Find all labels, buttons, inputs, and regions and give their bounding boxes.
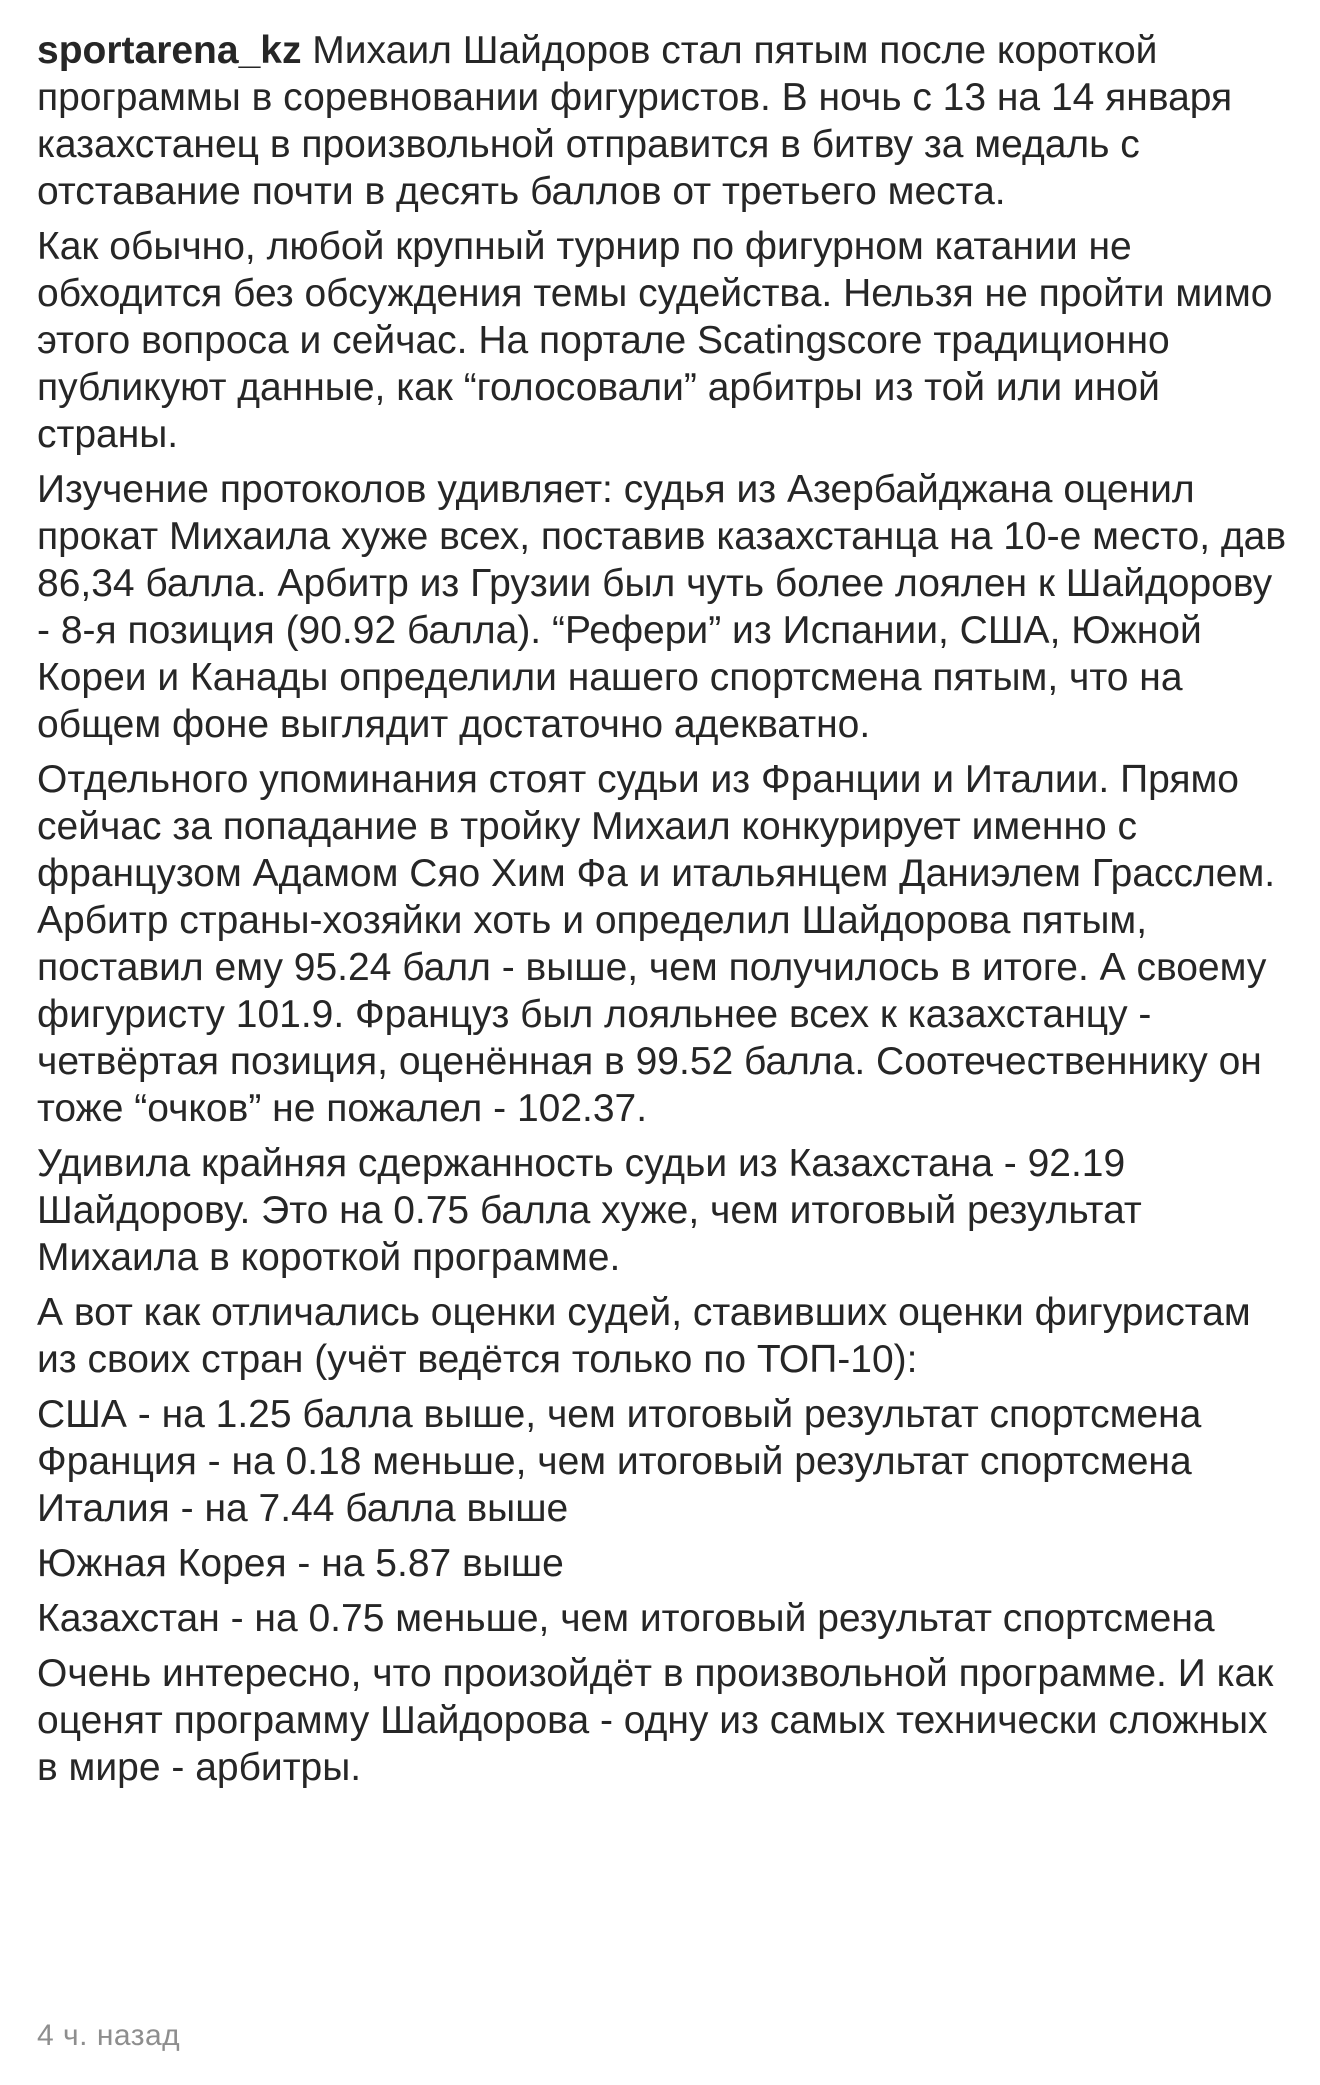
- caption-paragraph: Южная Корея - на 5.87 выше: [37, 1542, 564, 1585]
- username-link[interactable]: sportarena_kz: [37, 29, 302, 72]
- caption-paragraph: Удивила крайняя сдержанность судьи из Казахстана - 92.19 Шайдорову. Это на 0.75 балла хуже, чем итоговый результат Михаила в короткой программе.: [37, 1142, 1142, 1279]
- caption-paragraph: Отдельного упоминания стоят судьи из Франции и Италии. Прямо сейчас за попадание в тройку Михаил конкурирует именно с французом Адамом Сяо Хим Фа и итальянцем Даниэлем Грасслем. Арбитр страны-хозяйки хоть и определил Шайдорова пятым, поставил ему 95.24 балл - выше, чем получилось в итоге. А своему фигуристу 101.9. Француз был лояльнее всех к казахстанцу - четвёртая позиция, оценённая в 99.52 балла. Соотечественнику он тоже “очков” не пожалел - 102.37.: [37, 758, 1276, 1130]
- post-timestamp: 4 ч. назад: [37, 2019, 181, 2052]
- caption-paragraph: А вот как отличались оценки судей, ставивших оценки фигуристам из своих стран (учёт ведётся только по ТОП-10):: [37, 1291, 1251, 1381]
- caption-paragraph: Казахстан - на 0.75 меньше, чем итоговый результат спортсмена: [37, 1597, 1215, 1640]
- caption-paragraph: Как обычно, любой крупный турнир по фигурном катании не обходится без обсуждения темы судейства. Нельзя не пройти мимо этого вопроса и сейчас. На портале Scatingscore традиционно публикуют данные, как “голосовали” арбитры из той или иной страны.: [37, 225, 1273, 456]
- post-caption: [37, 27, 1293, 1799]
- caption-paragraph: США - на 1.25 балла выше, чем итоговый результат спортсмена Франция - на 0.18 меньше, чем итоговый результат спортсмена Италия - на 7.44 балла выше: [37, 1393, 1202, 1530]
- caption-intro: [37, 27, 1293, 215]
- caption-paragraph: Очень интересно, что произойдёт в произвольной программе. И как оценят программу Шайдорова - одну из самых технически сложных в мире - арбитры.: [37, 1652, 1274, 1789]
- caption-intro-text: Михаил Шайдоров стал пятым после короткой программы в соревновании фигуристов. В ночь с 13 на 14 января казахстанец в произвольной отправится в битву за медаль с отставание почти в десять баллов от третьего места.: [37, 29, 1233, 213]
- caption-paragraph: Изучение протоколов удивляет: судья из Азербайджана оценил прокат Михаила хуже всех, поставив казахстанца на 10-е место, дав 86,34 балла. Арбитр из Грузии был чуть более лоялен к Шайдорову - 8-я позиция (90.92 балла). “Рефери” из Испании, США, Южной Кореи и Канады определили нашего спортсмена пятым, что на общем фоне выглядит достаточно адекватно.: [37, 468, 1287, 746]
